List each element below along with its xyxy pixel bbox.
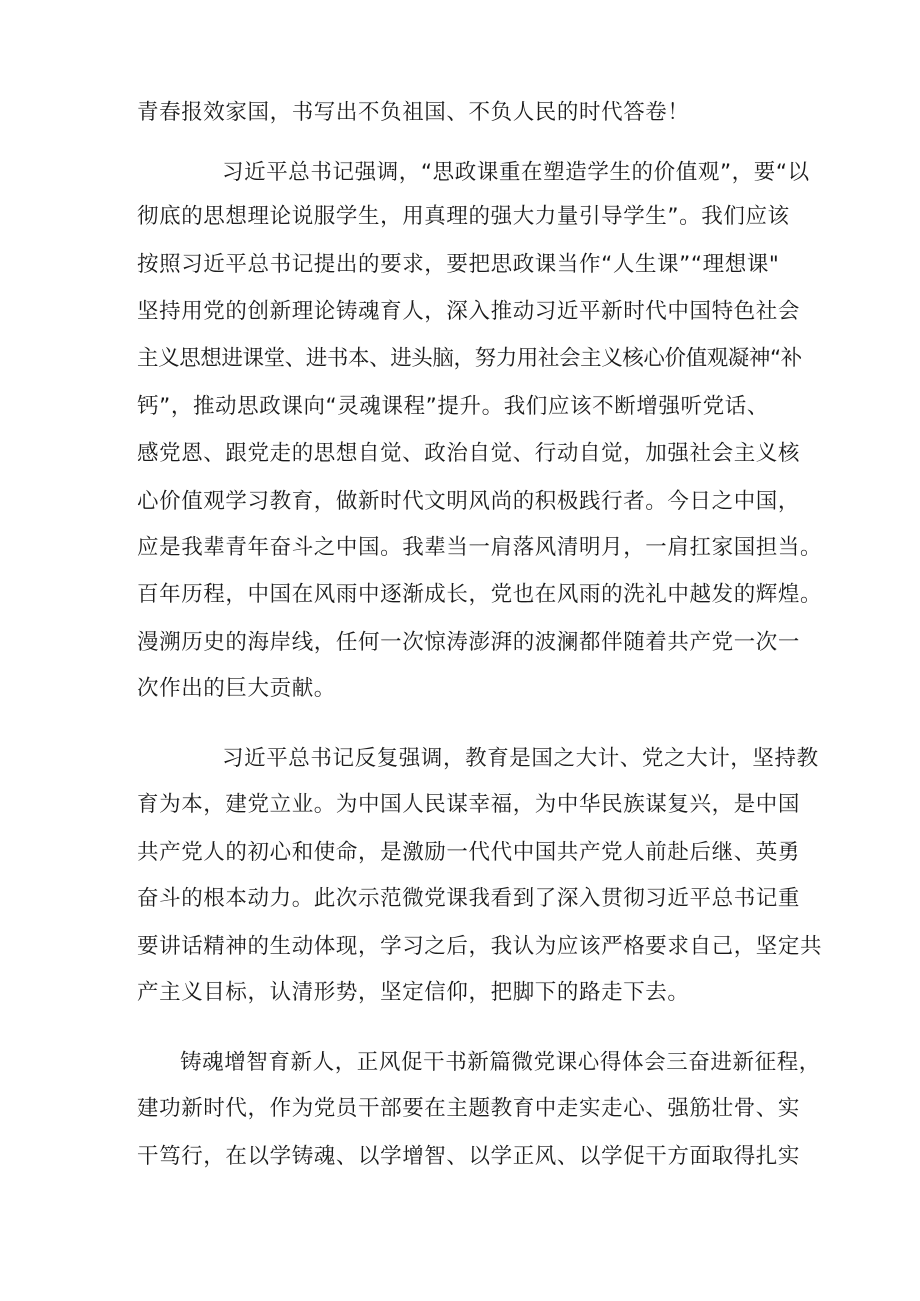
- paragraph-2-line-7: 感党恩、跟党走的思想自觉、政治自觉、行动自觉，加强社会主义核: [137, 441, 801, 466]
- paragraph-3-line-6: 产主义目标，认清形势，坚定信仰，把脚下的路走下去。: [137, 980, 690, 1005]
- paragraph-2-line-4: 坚持用党的创新理论铸魂育人，深入推动习近平新时代中国特色社会: [137, 299, 801, 324]
- paragraph-2-line-12: 次作出的巨大贡献。: [137, 676, 336, 701]
- paragraph-2-line-10: 百年历程，中国在风雨中逐渐成长，党也在风雨的洗礼中越发的辉煌。: [137, 582, 823, 607]
- paragraph-2-line-9: 应是我辈青年奋斗之中国。我辈当一肩落风清明月，一肩扛家国担当。: [137, 535, 823, 560]
- paragraph-4-line-2: 建功新时代，作为党员干部要在主题教育中走实走心、强筋壮骨、实: [137, 1096, 801, 1121]
- paragraph-3-line-3: 共产党人的初心和使命，是激励一代代中国共产党人前赴后继、英勇: [137, 840, 801, 865]
- paragraph-2-line-6: 钙”，推动思政课向“灵魂课程”提升。我们应该不断增强听党话、: [137, 394, 769, 419]
- paragraph-2-line-3: 按照习近平总书记提出的要求，要把思政课当作“人生课”“理想课": [137, 252, 780, 277]
- paragraph-2-line-8: 心价值观学习教育，做新时代文明风尚的积极践行者。今日之中国，: [137, 489, 801, 514]
- paragraph-4-line-3: 干笃行，在以学铸魂、以学增智、以学正风、以学促干方面取得扎实: [137, 1144, 801, 1169]
- paragraph-2-line-1: 习近平总书记强调，“思政课重在塑造学生的价值观”，要“以: [222, 160, 810, 185]
- paragraph-2-line-2: 彻底的思想理论说服学生，用真理的强大力量引导学生”。我们应该: [137, 204, 790, 229]
- paragraph-2-line-5: 主义思想进课堂、进书本、进头脑，努力用社会主义核心价值观凝神“补: [137, 346, 802, 371]
- paragraph-3-line-5: 要讲话精神的生动体现，学习之后，我认为应该严格要求自己，坚定共: [137, 934, 823, 959]
- paragraph-3-line-1: 习近平总书记反复强调，教育是国之大计、党之大计，坚持教: [222, 746, 819, 771]
- paragraph-3-line-2: 育为本，建党立业。为中国人民谋幸福，为中华民族谋复兴，是中国: [137, 792, 801, 817]
- paragraph-4-line-1: 铸魂增智育新人，正风促干书新篇微党课心得体会三奋进新征程，: [180, 1050, 821, 1075]
- paragraph-3-line-4: 奋斗的根本动力。此次示范微党课我看到了深入贯彻习近平总书记重: [137, 886, 801, 911]
- paragraph-2-line-11: 漫溯历史的海岸线，任何一次惊涛澎湃的波澜都伴随着共产党一次一: [137, 630, 801, 655]
- paragraph-1-line-1: 青春报效家国，书写出不负祖国、不负人民的时代答卷！: [137, 100, 690, 125]
